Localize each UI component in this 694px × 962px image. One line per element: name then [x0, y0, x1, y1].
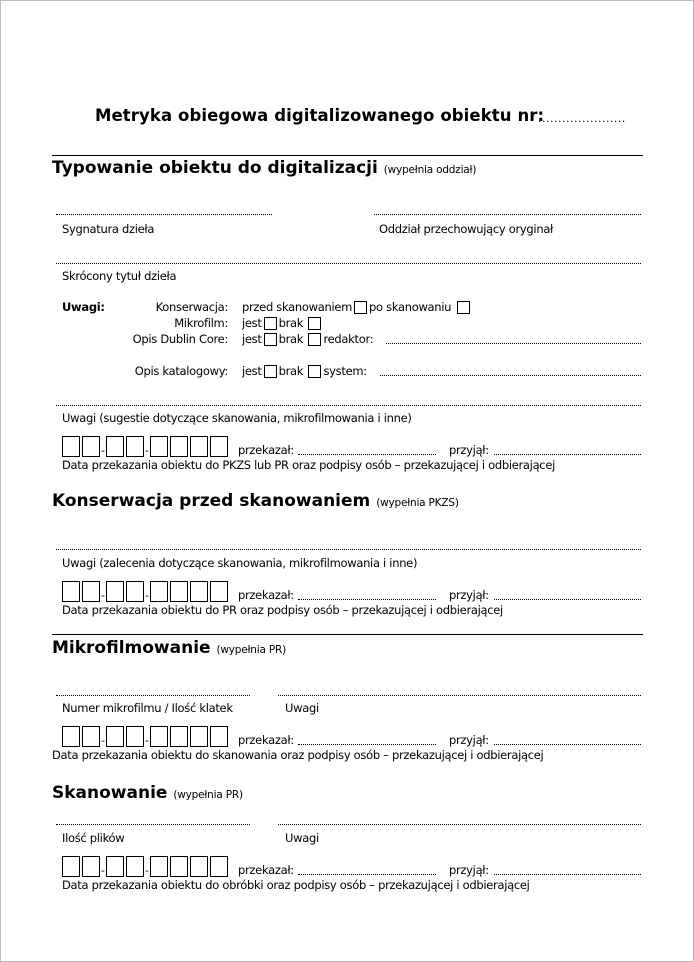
- date-day-digit[interactable]: [62, 581, 80, 602]
- date-day-digit[interactable]: [82, 436, 100, 457]
- before-scan-text: przed skanowaniem: [242, 300, 353, 314]
- microfilm-yes-checkbox[interactable]: [264, 317, 277, 330]
- heading-note: (wypełnia PR): [173, 789, 243, 801]
- after-scan-text: po skanowaniu: [369, 300, 452, 314]
- suggestions-input[interactable]: [56, 405, 641, 406]
- date-year-digit[interactable]: [190, 436, 208, 457]
- date-month-digit[interactable]: [126, 581, 144, 602]
- received-signature-input[interactable]: [494, 744, 641, 745]
- date-year-digit[interactable]: [190, 726, 208, 747]
- dublin-core-no-checkbox[interactable]: [308, 333, 321, 346]
- before-scan-checkbox[interactable]: [354, 301, 367, 314]
- date-separator: -: [101, 864, 105, 877]
- dublin-core-yes-text: jest: [242, 332, 262, 346]
- date-day-digit[interactable]: [62, 856, 80, 877]
- date-separator: -: [144, 589, 149, 602]
- conservation-label: Konserwacja:: [155, 300, 228, 314]
- date-year-digit[interactable]: [210, 436, 228, 457]
- signature-input[interactable]: [56, 214, 272, 215]
- date-month-digit[interactable]: [126, 726, 144, 747]
- dublin-core-options: [242, 332, 373, 346]
- section-divider: [52, 155, 643, 156]
- date-caption: Data przekazania obiektu do PR oraz podpisy osób – przekazującej i odbierającej: [62, 603, 503, 617]
- handover-label: przekazał:: [238, 863, 294, 877]
- recommendations-label: Uwagi (zalecenia dotyczące skanowania, mikrofilmowania i inne): [62, 556, 418, 570]
- short-title-label: Skrócony tytuł dzieła: [62, 269, 177, 283]
- branch-input[interactable]: [374, 214, 641, 215]
- date-year-digit[interactable]: [150, 436, 168, 457]
- remarks-label: Uwagi:: [62, 300, 105, 314]
- recommendations-input[interactable]: [56, 549, 641, 550]
- date-separator: -: [101, 734, 105, 747]
- heading-note: (wypełnia PR): [216, 644, 286, 656]
- date-month-digit[interactable]: [106, 436, 124, 457]
- date-separator: -: [101, 589, 105, 602]
- catalog-options: [242, 364, 367, 378]
- microfilm-number-input[interactable]: [56, 695, 250, 696]
- catalog-no-text: brak: [278, 364, 304, 378]
- handover-signature-input[interactable]: [298, 454, 436, 455]
- date-month-digit[interactable]: [126, 436, 144, 457]
- date-day-digit[interactable]: [82, 856, 100, 877]
- catalog-label: Opis katalogowy:: [134, 364, 228, 378]
- handover-signature-input[interactable]: [298, 744, 436, 745]
- system-input[interactable]: [380, 375, 641, 376]
- date-year-digit[interactable]: [150, 581, 168, 602]
- date-input-1: [62, 436, 230, 457]
- section-divider: [52, 634, 643, 635]
- date-separator: -: [144, 444, 149, 457]
- handover-signature-input[interactable]: [298, 874, 436, 875]
- microfilm-number-label: Numer mikrofilmu / Ilość klatek: [62, 701, 233, 715]
- date-day-digit[interactable]: [62, 436, 80, 457]
- scan-remarks-input[interactable]: [278, 824, 641, 825]
- date-separator: -: [144, 734, 149, 747]
- date-month-digit[interactable]: [106, 581, 124, 602]
- date-input-2: [62, 581, 230, 602]
- system-label: system:: [323, 364, 367, 378]
- received-signature-input[interactable]: [494, 599, 641, 600]
- heading-text: Konserwacja przed skanowaniem: [52, 491, 371, 511]
- date-year-digit[interactable]: [190, 856, 208, 877]
- section-heading-microfilming: [52, 638, 286, 658]
- microfilm-remarks-label: Uwagi: [285, 701, 319, 715]
- dublin-core-no-text: brak: [278, 332, 304, 346]
- date-year-digit[interactable]: [210, 581, 228, 602]
- catalog-yes-checkbox[interactable]: [264, 365, 277, 378]
- date-separator: -: [144, 864, 149, 877]
- received-label: przyjął:: [449, 733, 489, 747]
- section-heading-scanning: [52, 783, 243, 803]
- handover-label: przekazał:: [238, 588, 294, 602]
- date-year-digit[interactable]: [190, 581, 208, 602]
- date-year-digit[interactable]: [150, 856, 168, 877]
- heading-text: Skanowanie: [52, 783, 168, 803]
- editor-input[interactable]: [386, 343, 641, 344]
- received-signature-input[interactable]: [494, 454, 641, 455]
- microfilm-remarks-input[interactable]: [278, 695, 641, 696]
- after-scan-checkbox[interactable]: [457, 301, 470, 314]
- received-label: przyjął:: [449, 443, 489, 457]
- scan-remarks-label: Uwagi: [285, 831, 319, 845]
- date-month-digit[interactable]: [126, 856, 144, 877]
- received-label: przyjął:: [449, 863, 489, 877]
- handover-label: przekazał:: [238, 443, 294, 457]
- date-caption: Data przekazania obiektu do obróbki oraz podpisy osób – przekazującej i odbierającej: [62, 878, 530, 892]
- date-year-digit[interactable]: [170, 436, 188, 457]
- section-heading-conservation: [52, 491, 459, 511]
- file-count-input[interactable]: [56, 824, 250, 825]
- short-title-input[interactable]: [56, 263, 641, 264]
- date-input-4: [62, 856, 230, 877]
- handover-signature-input[interactable]: [298, 599, 436, 600]
- signature-label: Sygnatura dzieła: [62, 222, 155, 236]
- date-month-digit[interactable]: [106, 856, 124, 877]
- editor-label: redaktor:: [323, 332, 374, 346]
- date-caption: Data przekazania obiektu do PKZS lub PR oraz podpisy osób – przekazującej i odbierającej: [62, 458, 556, 472]
- handover-label: przekazał:: [238, 733, 294, 747]
- catalog-no-checkbox[interactable]: [308, 365, 321, 378]
- suggestions-label: Uwagi (sugestie dotyczące skanowania, mikrofilmowania i inne): [62, 411, 412, 425]
- section-heading-typing: [52, 158, 476, 178]
- microfilm-no-checkbox[interactable]: [308, 317, 321, 330]
- file-count-label: Ilość plików: [62, 831, 125, 845]
- date-year-digit[interactable]: [210, 856, 228, 877]
- heading-note: (wypełnia oddział): [383, 164, 477, 176]
- heading-text: Typowanie obiektu do digitalizacji: [52, 158, 378, 178]
- microfilm-yes-text: jest: [242, 316, 262, 330]
- date-year-digit[interactable]: [210, 726, 228, 747]
- received-signature-input[interactable]: [494, 874, 641, 875]
- received-label: przyjął:: [449, 588, 489, 602]
- heading-text: Mikrofilmowanie: [52, 638, 211, 658]
- document-title: Metryka obiegowa digitalizowanego obiektu nr:: [95, 106, 545, 125]
- dublin-core-label: Opis Dublin Core:: [132, 332, 228, 346]
- date-year-digit[interactable]: [170, 856, 188, 877]
- object-number-field[interactable]: ......................: [538, 112, 626, 125]
- catalog-yes-text: jest: [242, 364, 262, 378]
- date-month-digit[interactable]: [106, 726, 124, 747]
- microfilm-options: [242, 316, 323, 330]
- dublin-core-yes-checkbox[interactable]: [264, 333, 277, 346]
- date-input-3: [62, 726, 230, 747]
- date-separator: -: [101, 444, 105, 457]
- date-caption: Data przekazania obiektu do skanowania oraz podpisy osób – przekazującej i odbierającej: [52, 748, 544, 762]
- date-year-digit[interactable]: [170, 726, 188, 747]
- microfilm-no-text: brak: [278, 316, 304, 330]
- date-day-digit[interactable]: [82, 726, 100, 747]
- conservation-options: [242, 300, 472, 314]
- branch-label: Oddział przechowujący oryginał: [379, 222, 554, 236]
- date-day-digit[interactable]: [82, 581, 100, 602]
- date-year-digit[interactable]: [150, 726, 168, 747]
- date-day-digit[interactable]: [62, 726, 80, 747]
- microfilm-label: Mikrofilm:: [174, 316, 228, 330]
- date-year-digit[interactable]: [170, 581, 188, 602]
- heading-note: (wypełnia PKZS): [376, 497, 459, 509]
